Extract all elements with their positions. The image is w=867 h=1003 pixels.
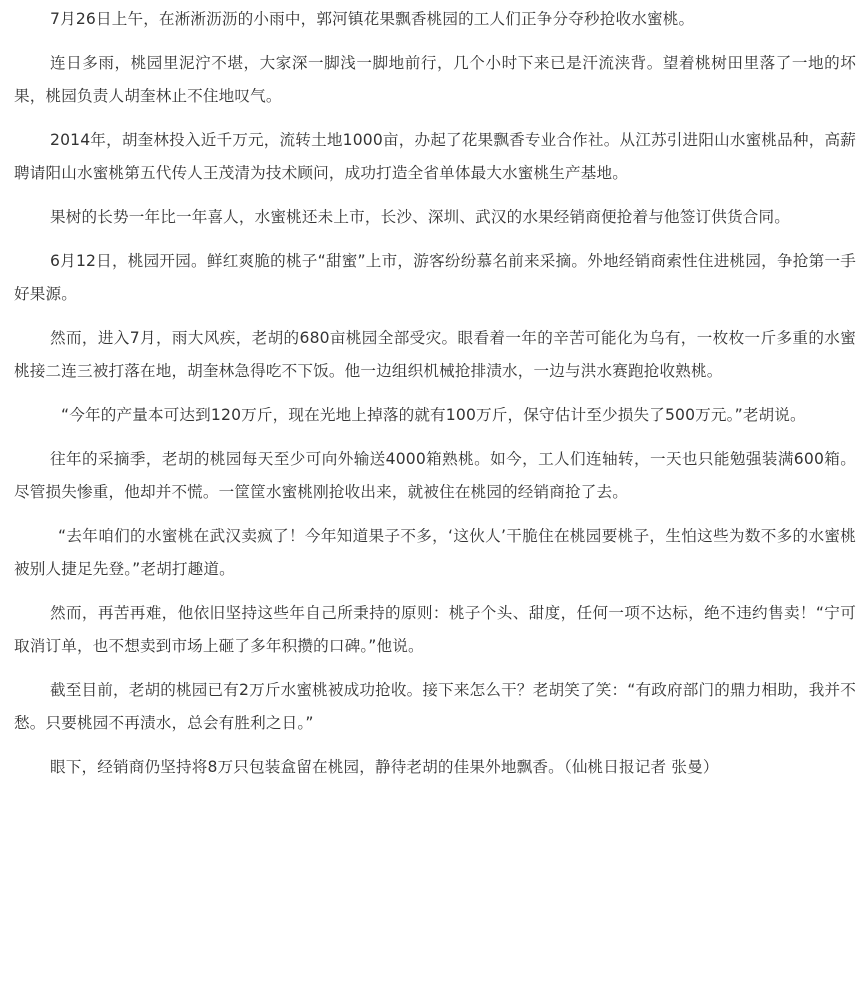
article-paragraph-9: “去年咱们的水蜜桃在武汉卖疯了！今年知道果子不多，‘这伙人’干脆住在桃园要桃子，生怕这些为数不多的水蜜桃被别人捷足先登。”老胡打趣道。 [14, 527, 856, 578]
article-paragraph-2: 连日多雨，桃园里泥泞不堪，大家深一脚浅一脚地前行，几个小时下来已是汗流浃背。望着桃树田里落了一地的坏果，桃园负责人胡奎林止不住地叹气。 [14, 54, 856, 105]
article-paragraph-12: 眼下，经销商仍坚持将8万只包装盒留在桃园，静待老胡的佳果外地飘香。（仙桃日报记者 张曼） [50, 758, 719, 776]
article-paragraph-4: 果树的长势一年比一年喜人，水蜜桃还未上市，长沙、深圳、武汉的水果经销商便抢着与他签订供货合同。 [50, 208, 790, 226]
article-paragraph-7: “今年的产量本可达到120万斤，现在光地上掉落的就有100万斤，保守估计至少损失了500万元。”老胡说。 [61, 406, 806, 424]
article-paragraph-11: 截至目前，老胡的桃园已有2万斤水蜜桃被成功抢收。接下来怎么干？老胡笑了笑：“有政府部门的鼎力相助，我并不愁。只要桃园不再渍水，总会有胜利之日。” [14, 681, 856, 732]
article-paragraph-10: 然而，再苦再难，他依旧坚持这些年自己所秉持的原则：桃子个头、甜度，任何一项不达标，绝不违约售卖！“宁可取消订单，也不想卖到市场上砸了多年积攒的口碑。”他说。 [14, 604, 856, 655]
article-paragraph-1: 7月26日上午，在淅淅沥沥的小雨中，郭河镇花果飘香桃园的工人们正争分夺秒抢收水蜜桃。 [50, 10, 695, 28]
article-paragraph-5: 6月12日，桃园开园。鲜红爽脆的桃子“甜蜜”上市，游客纷纷慕名前来采摘。外地经销商索性住进桃园，争抢第一手好果源。 [14, 252, 856, 303]
article-paragraph-3: 2014年，胡奎林投入近千万元，流转土地1000亩，办起了花果飘香专业合作社。从江苏引进阳山水蜜桃品种，高薪聘请阳山水蜜桃第五代传人王茂清为技术顾问，成功打造全省单体最大水蜜桃生产基地。 [14, 131, 856, 182]
article-body [14, 0, 856, 784]
article-paragraph-8: 往年的采摘季，老胡的桃园每天至少可向外输送4000箱熟桃。如今，工人们连轴转，一天也只能勉强装满600箱。尽管损失惨重，他却并不慌。一筐筐水蜜桃刚抢收出来，就被住在桃园的经销商抢了去。 [14, 450, 856, 501]
article-paragraph-6: 然而，进入7月，雨大风疾，老胡的680亩桃园全部受灾。眼看着一年的辛苦可能化为乌有，一枚枚一斤多重的水蜜桃接二连三被打落在地，胡奎林急得吃不下饭。他一边组织机械抢排渍水，一边与洪水赛跑抢收熟桃。 [14, 329, 856, 380]
